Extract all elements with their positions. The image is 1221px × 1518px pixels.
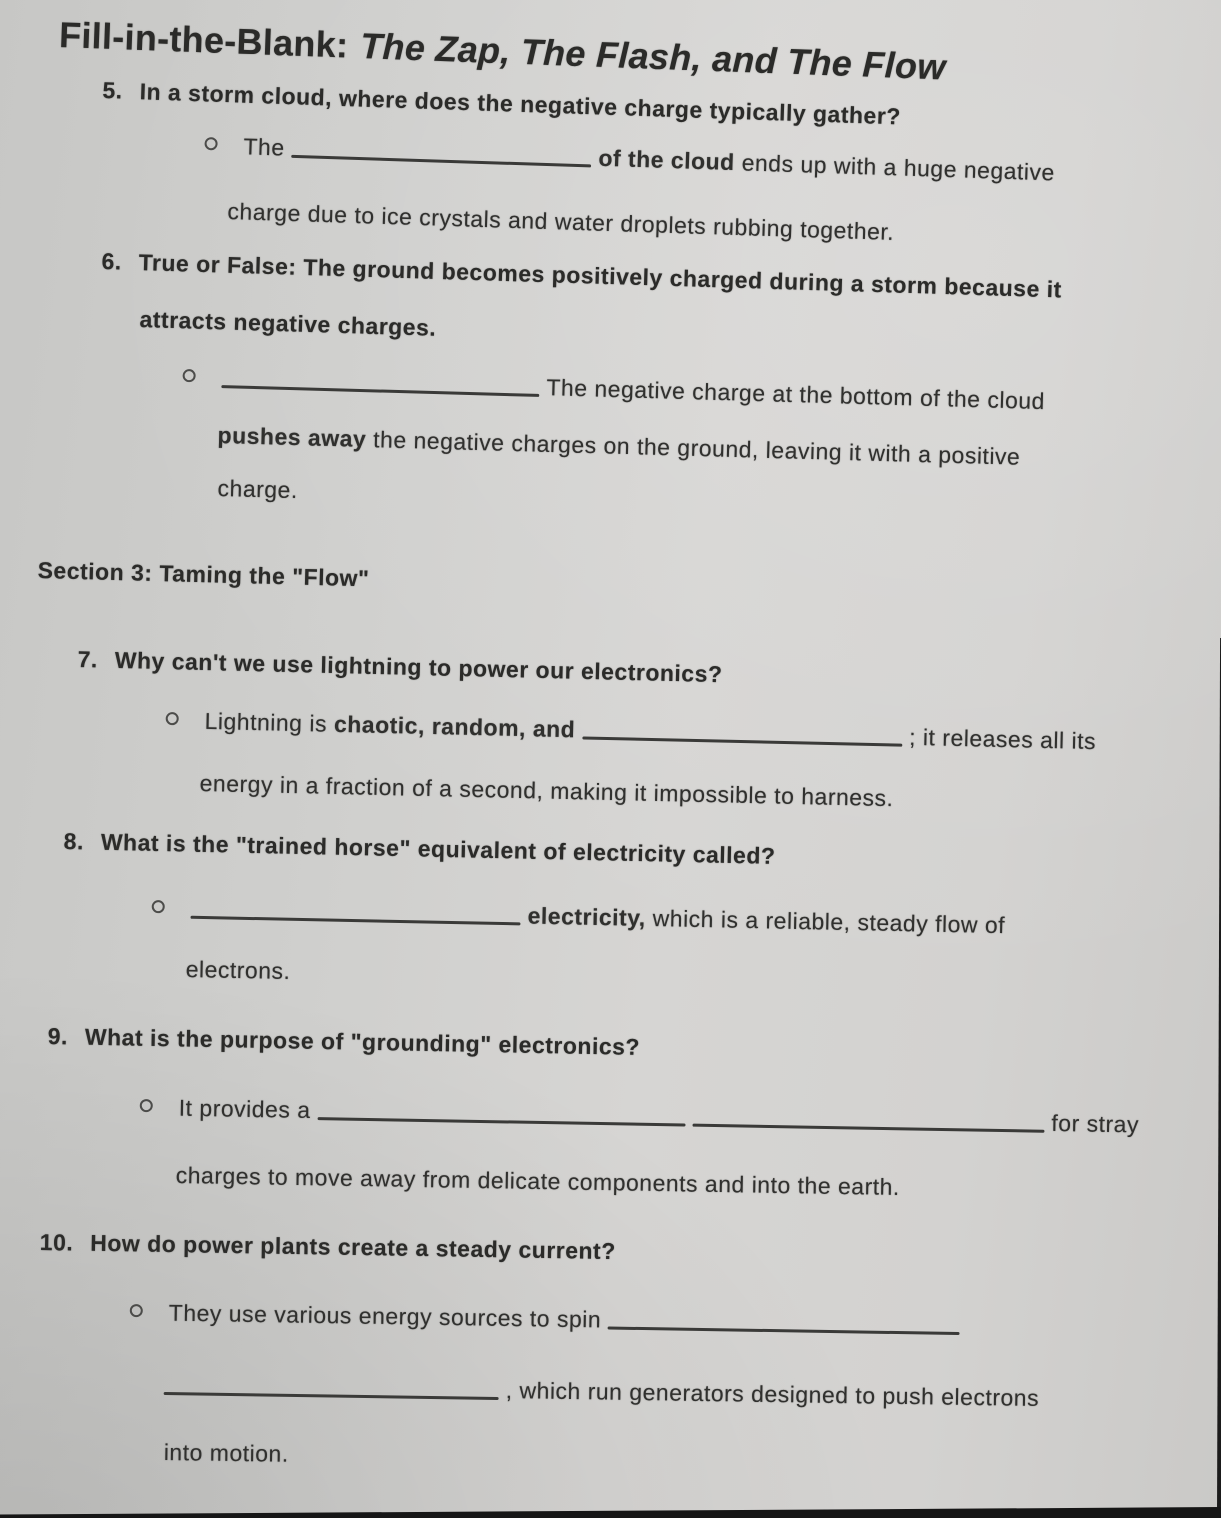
answer-blank (692, 1124, 1044, 1133)
answer-blank (608, 1327, 960, 1336)
answer-blank (191, 916, 521, 926)
photo-edge-bottom (0, 1507, 1221, 1518)
section-3-header (37, 556, 369, 593)
question-6-answer-line-3 (217, 474, 298, 505)
page-title-subtitle: The Zap, The Flash, and The Flow (359, 25, 947, 88)
question-6-answer-line-2 (217, 421, 1020, 471)
page-title-prefix: Fill-in-the-Blank: (58, 13, 350, 66)
question-10-answer-line-3 (164, 1438, 289, 1468)
answer-blank (221, 385, 539, 397)
answer-text: into motion. (163, 1438, 289, 1467)
question-8-prompt (63, 827, 775, 871)
question-6-prompt-line-2 (139, 305, 437, 343)
page-title (58, 12, 946, 89)
answer-text: Lightning is (204, 707, 328, 737)
section-3-header-text: Section 3: Taming the "Flow" (37, 556, 370, 592)
question-8-text: What is the "trained horse" equivalent of electricity called? (100, 828, 776, 869)
bullet-circle-icon (182, 369, 195, 382)
answer-text-bold: of the cloud (598, 144, 736, 176)
question-10-answer-line-2 (164, 1371, 1040, 1413)
question-5-answer-line-2 (227, 197, 895, 247)
question-5-text: In a storm cloud, where does the negative charge typically gather? (139, 78, 902, 130)
question-7-text: Why can't we use lightning to power our electronics? (114, 646, 723, 688)
answer-text: the negative charges on the ground, leaving it with a positive (372, 426, 1021, 470)
bullet-circle-icon (152, 900, 165, 913)
question-10-number: 10. (39, 1228, 74, 1256)
answer-blank (582, 736, 902, 746)
question-10-prompt (40, 1228, 616, 1266)
answer-text-bold: chaotic, random, and (333, 710, 576, 743)
question-5-number: 5. (102, 76, 124, 104)
answer-blank (291, 155, 591, 168)
answer-text: electrons. (185, 955, 291, 985)
answer-text: charge due to ice crystals and water droplets rubbing together. (227, 197, 895, 245)
answer-text: The negative charge at the bottom of the cloud (546, 374, 1046, 415)
answer-text: energy in a fraction of a second, making it impossible to harness. (199, 769, 894, 812)
question-6-number: 6. (101, 247, 123, 275)
question-7-answer-line-2 (199, 769, 893, 813)
answer-text: ends up with a huge negative (741, 149, 1056, 186)
question-9-prompt (47, 1022, 640, 1062)
question-5-prompt (102, 76, 901, 131)
question-6-prompt-line-1 (101, 247, 1062, 304)
question-8-answer-line-2 (185, 955, 290, 986)
question-9-text: What is the purpose of "grounding" electronics? (84, 1023, 641, 1060)
question-9-answer-line-2 (176, 1161, 901, 1202)
answer-text: The (243, 133, 286, 161)
question-10-answer-line-1 (130, 1298, 961, 1340)
question-9-answer-line-1 (139, 1093, 1139, 1139)
answer-text: They use various energy sources to spin (168, 1299, 602, 1333)
answer-blank (164, 1392, 499, 1400)
answer-text: which is a reliable, steady flow of (652, 905, 1006, 939)
question-10-text: How do power plants create a steady current? (90, 1229, 616, 1265)
question-5-answer-line-1 (204, 131, 1055, 187)
question-8-number: 8. (63, 827, 85, 855)
question-6-text-wrap: attracts negative charges. (139, 305, 437, 341)
answer-text: charge. (217, 474, 299, 504)
answer-text-bold: electricity, (527, 902, 646, 931)
answer-blank (317, 1117, 685, 1126)
bullet-circle-icon (166, 712, 179, 725)
question-7-number: 7. (77, 645, 99, 673)
answer-text: ; it releases all its (908, 723, 1097, 755)
question-8-answer-line-1 (151, 894, 1005, 940)
answer-text-bold: pushes away (217, 421, 367, 453)
question-7-prompt (77, 645, 722, 689)
answer-text: charges to move away from delicate components and into the earth. (175, 1161, 901, 1201)
photo-edge-right (1217, 638, 1221, 1518)
bullet-circle-icon (204, 137, 217, 150)
answer-text: , which run generators designed to push electrons (505, 1377, 1040, 1411)
question-9-number: 9. (47, 1022, 69, 1050)
question-7-answer-line-1 (165, 706, 1096, 756)
answer-text: for stray (1051, 1109, 1140, 1138)
answer-text: It provides a (178, 1094, 311, 1123)
bullet-circle-icon (130, 1304, 143, 1317)
question-6-answer-line-1 (182, 363, 1045, 416)
question-6-text: True or False: The ground becomes positively charged during a storm because it (138, 249, 1063, 303)
bullet-circle-icon (140, 1099, 153, 1112)
